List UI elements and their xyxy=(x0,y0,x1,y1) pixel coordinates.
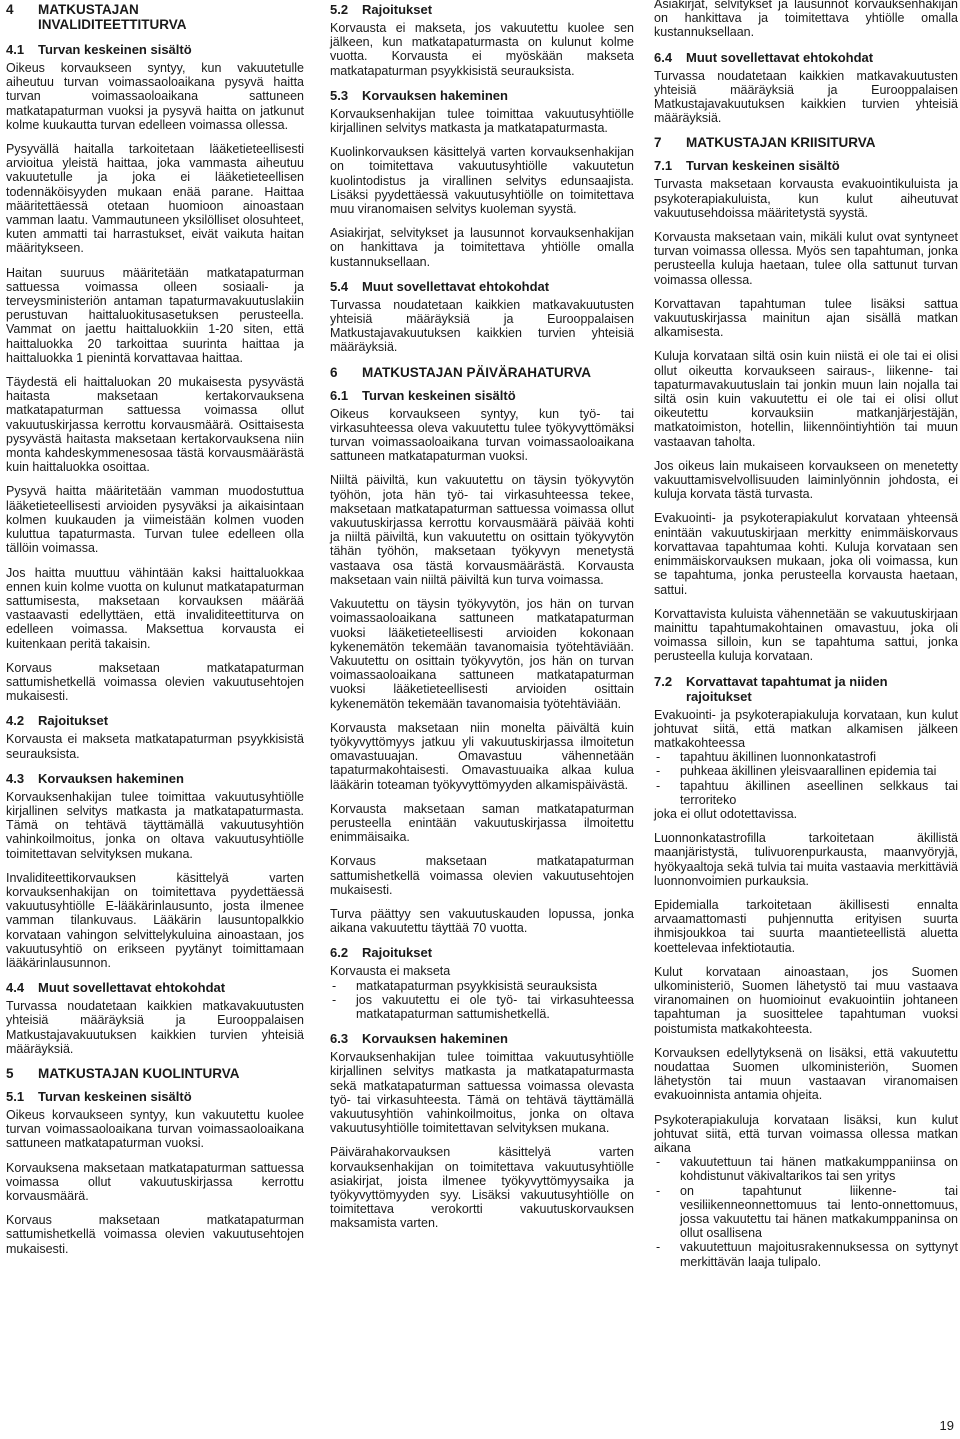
paragraph: Korvausta maksetaan vain, mikäli kulut ovat syntyneet turvan voimassa ollessa. Myös sen tapahtuman, jonka perusteella kuluja haetaan, tulee olla sattunut turvan voimassa ollessa. xyxy=(654,230,958,287)
subsection-7-2-heading xyxy=(654,674,958,704)
paragraph: Korvaus maksetaan matkatapaturman sattumishetkellä voimassa olevien vakuutusehtojen mukaisesti. xyxy=(330,854,634,897)
paragraph: Turvassa noudatetaan kaikkien matkavakuutusten yhteisiä määräyksiä ja Eurooppalaisen Matkustajavakuutuksen kaikkien turvien yhteisiä määräyksiä. xyxy=(330,297,634,355)
paragraph: Evakuointi- ja psykoterapiakuluja korvataan, kun kulut johtuvat siitä, että matkan alkamisen jälkeen matkakohteessa xyxy=(654,707,958,750)
paragraph: Evakuointi- ja psykoterapiakulut korvataan yhteensä enintään vakuutuskirjaan merkitty enimmäiskorvaus korvattavaa tapahtumaa kohti. Kuluja korvataan sen enimmäiskorvauksen mukaan, joka oli voimassa, kun se tapahtuma, jonka perusteella korvausta haetaan, sattui. xyxy=(654,511,958,597)
paragraph: Turvassa noudatetaan kaikkien matkavakuutusten yhteisiä määräyksiä ja Eurooppalaisen Matkustajavakuutuksen kaikkien turvien yhteisiä määräyksiä. xyxy=(6,999,304,1056)
subsection-number: 6.3 xyxy=(330,1031,349,1047)
paragraph: Täydestä eli haittaluokan 20 mukaisesta pysyvästä haitasta maksetaan kertakorvauksena matkatapaturman sattuessa voimassa ollut vakuutuskirjassa kerrottu korvausmäärä. Osittaisesta pysyvästä haitasta maksetaan kertakorvauksena niin monta kahdeskymmenesosaa tästä korvausmäärästä kuin haittaluokka osoittaa. xyxy=(6,375,304,475)
subsection-title: Korvauksen hakeminen xyxy=(38,770,184,786)
subsection-number: 7.1 xyxy=(654,158,673,174)
subsection-title: Turvan keskeinen sisältö xyxy=(362,387,516,403)
paragraph: Korvauksenhakijan tulee toimittaa vakuutusyhtiölle kirjallinen selvitys matkasta ja matkatapaturmasta sekä matkatapaturman sattuessa voimassa olevasta työ- tai virkasuhteesta. Tämä on tehtävä täyttämällä vakuutusyhtiön vahinkoilmoitus, jonka on oltava vakuutusyhtiölle toimitettavan selvityksen mukana. xyxy=(330,1050,634,1136)
paragraph: Korvausta ei makseta xyxy=(330,964,451,979)
paragraph: Korvausta maksetaan saman matkatapaturman perusteella enintään vakuutuskirjassa ilmoitettu enimmäisaika. xyxy=(330,801,634,845)
list-item: - tapahtuu äkillinen aseellinen selkkaus tai terroriteko xyxy=(654,779,958,807)
list-item: - puhkeaa äkillinen yleisvaarallinen epidemia tai xyxy=(654,764,958,778)
paragraph: Jos haitta muuttuu vähintään kaksi haittaluokkaa ennen kuin kolme vuotta on kulunut matkatapaturman sattumisesta, maksetaan korvauksen määrää vastaavasti edellyttäen, että invaliditeettiturva on edelleen voimassa. Maksettua korvausta ei kuitenkaan peritä takaisin. xyxy=(6,565,304,651)
paragraph: Oikeus korvaukseen syntyy, kun työ- tai virkasuhteessa oleva vakuutettu tulee työkyvyttömäksi turvan voimassaoloaikana turvan voimassaoloaikana sattuneen matkatapaturman vuoksi. xyxy=(330,406,634,464)
subsection-6-3-heading xyxy=(330,1031,634,1046)
section-7-heading xyxy=(654,135,958,150)
subsection-title: Muut sovellettavat ehtokohdat xyxy=(686,49,874,65)
subsection-title: Turvan keskeinen sisältö xyxy=(38,1088,192,1104)
section-4-heading xyxy=(6,2,304,32)
paragraph: Luonnonkatastrofilla tarkoitetaan äkillistä maanjäristystä, tulivuorenpurkausta, maanvyöryjä, hyökyaaltoja sekä tulvia tai muita vastaavia merkittäviä luonnonvoimien purkauksia. xyxy=(654,831,958,888)
paragraph: Oikeus korvaukseen syntyy, kun vakuutetulle aiheutuu turvan voimassaoloaikana pysyvä haitta turvan voimassaoloaikana sattuneen matkatapaturman vuoksi ja pysyvä haitta on jatkunut kolme kuukautta turvan edelleen voimassa ollessa. xyxy=(6,61,304,132)
paragraph: Pysyvä haitta määritetään vamman muodostuttua lääketieteellisesti arvioiden pysyväksi ja aikaisintaan kolmen kuukauden ja viimeistään kolmen vuoden kuluttua tapaturmasta. Turvan tulee edelleen olla tällöin voimassa. xyxy=(6,484,304,556)
subsection-4-3-heading xyxy=(6,771,304,786)
paragraph: joka ei ollut odotettavissa. xyxy=(654,806,798,821)
subsection-6-2-heading xyxy=(330,945,634,960)
list-item: - vakuutettuun tai hänen matkakumppaniinsa on kohdistunut väkivaltarikos tai sen yritys xyxy=(654,1155,958,1183)
section-5-heading xyxy=(6,1066,304,1081)
subsection-5-4-heading xyxy=(330,279,634,294)
list-item: - on tapahtunut liikenne- tai vesiliikenneonnettomuus tai lento-onnettomuus, jossa vakuutettu tai hänen matkakumppaninsa on ollut osallisena xyxy=(654,1184,958,1241)
paragraph: Korvattavista kuluista vähennetään se vakuutuskirjaan mainittu tapahtumakohtainen omavastuu, joka oli voimassa silloin, kun se tapahtuma sattui, jonka perusteella kuluja korvataan. xyxy=(654,606,958,664)
subsection-7-1-heading xyxy=(654,158,958,173)
paragraph: Korvattavan tapahtuman tulee lisäksi sattua vakuutuskirjassa mainitun ajan sisällä matkan alkamisesta. xyxy=(654,296,958,340)
subsection-6-1-heading xyxy=(330,388,634,403)
page-number: 19 xyxy=(939,1418,954,1433)
subsection-number: 5.1 xyxy=(6,1088,25,1104)
subsection-4-2-heading xyxy=(6,713,304,728)
list-item: - tapahtuu äkillinen luonnonkatastrofi xyxy=(654,750,958,764)
paragraph: Epidemialla tarkoitetaan äkillisesti ennalta arvaamattomasti puhjennutta erityisen suurta ihmisjoukkoa tai suurta maantieteellistä aluetta koettelevaa infektiotautia. xyxy=(654,897,958,955)
paragraph: Haitan suuruus määritetään matkatapaturman sattuessa voimassa olleen sosiaali- ja terveysministeriön antaman tapaturmavakuutuslakiin perustuvan haittaluokitusasetuksen perusteella. Vammat on jaettu haittaluokkiin 1-20 siten, että haittaluokka 20 tarkoittaa suurinta haittaa ja haittaluokka 1 pienintä korvattavaa haittaa. xyxy=(6,265,304,365)
subsection-number: 4.3 xyxy=(6,770,25,786)
exclusion-list xyxy=(330,979,634,1022)
paragraph: Turvassa noudatetaan kaikkien matkavakuutusten yhteisiä määräyksiä ja Eurooppalaisen Matkustajavakuutuksen kaikkien turvien yhteisiä määräyksiä. xyxy=(654,68,958,126)
paragraph: Kulut korvataan ainoastaan, jos Suomen ulkoministeriö, Suomen lähetystö tai muu vastaava viranomainen on huomioinut evakuointiin johtaneen tapahtuman ja suosittelee tapahtuman vuoksi poistumista matkakohteesta. xyxy=(654,964,958,1036)
paragraph: Korvausta ei makseta matkatapaturman psyykkisistä seurauksista. xyxy=(6,732,304,761)
paragraph: Korvauksen edellytyksenä on lisäksi, että vakuutettu noudattaa Suomen ulkoministeriön, Suomen lähetystön tai muun vastaavan viranomaisen evakuoinnista antamia ohjeita. xyxy=(654,1045,958,1103)
section-6-heading xyxy=(330,365,634,380)
paragraph: Korvausta maksetaan niin monelta päivältä kuin työkyvyttömyys jatkuu yli vakuutuskirjassa ilmoitetun omavastuuajan. Omavastuu vähennetään tapaturmakohtaisesti. Omavastuuaika alkaa kulua lääkärin toteaman työkyvyttömyyden alkamispäivästä. xyxy=(330,720,634,792)
column-3 xyxy=(654,0,958,1269)
paragraph: Korvauksena maksetaan matkatapaturman sattuessa voimassa ollut vakuutuskirjassa kerrottu korvausmäärä. xyxy=(6,1160,304,1203)
section-title: INVALIDITEETTITURVA xyxy=(38,17,187,32)
paragraph: Kuolinkorvauksen käsittelyä varten korvauksenhakijan on toimitettava vakuutusyhtiölle vakuutetun kuolintodistus ja virallinen selvitys edunsaajista. Lisäksi pyydettäessä vakuutusyhtiölle on toimitettava muu viranomaisen selvitys kuoleman syystä. xyxy=(330,145,634,217)
psychotherapy-list xyxy=(654,1155,958,1269)
column-1 xyxy=(6,2,304,1266)
section-number: 5 xyxy=(6,1065,14,1081)
paragraph: Niiltä päiviltä, kun vakuutettu on täysin työkyvytön työhön, jota hän työ- tai virkasuhteessa tekee, maksetaan matkatapaturman sattuessa voimassa ollut vakuutuskirjassa kerrottu korvausmäärä päivää kohti ja niiltä päiviltä, kun vakuutettu on osittain työkyvytön tähän työhön, maksetaan työkyvyn menetystä vastaava osa tästä korvausmäärästä. Korvausta maksetaan vain niiltä päiviltä kun turva voimassa. xyxy=(330,473,634,587)
subsection-number: 4.2 xyxy=(6,713,25,729)
paragraph: Korvauksenhakijan tulee toimittaa vakuutusyhtiölle kirjallinen selvitys matkasta ja matkatapaturmasta. xyxy=(330,106,634,136)
paragraph: Päivärahakorvauksen käsittelyä varten korvauksenhakijan on toimitettava vakuutusyhtiölle asiakirjat, joista ilmenee työkyvyttömyysaika ja työkyvyttömyyden syy. Lisäksi vakuutusyhtiölle on toimitettava verokortti vakuutuskorvauksen maksamista varten. xyxy=(330,1145,634,1231)
list-item: - vakuutettuun majoitusrakennuksessa on syttynyt merkittävän laaja tulipalo. xyxy=(654,1240,958,1268)
subsection-number: 6.4 xyxy=(654,49,673,65)
subsection-title: Korvauksen hakeminen xyxy=(362,87,508,103)
subsection-title: Turvan keskeinen sisältö xyxy=(686,158,840,174)
subsection-number: 5.4 xyxy=(330,278,349,294)
paragraph: Korvauksenhakijan tulee toimittaa vakuutusyhtiölle kirjallinen selvitys matkasta ja matkatapaturmasta. Tämä on tehtävä täyttämällä vakuutusyhtiön vahinkoilmoitus, jonka on oltava vakuutusyhtiölle toimitettavan selvityksen mukana. xyxy=(6,789,304,861)
subsection-number: 6.2 xyxy=(330,945,349,961)
paragraph: Korvaus maksetaan matkatapaturman sattumishetkellä voimassa olevien vakuutusehtojen mukaisesti. xyxy=(6,1213,304,1256)
subsection-title: Rajoitukset xyxy=(38,713,109,729)
paragraph: Oikeus korvaukseen syntyy, kun vakuutettu kuolee turvan voimassaoloaikana turvan voimassaoloaikana sattuneen matkatapaturman vuoksi. xyxy=(6,1107,304,1151)
paragraph: Pysyvällä haitalla tarkoitetaan lääketieteellisesti arvioitua yleistä haittaa, joka vammasta aiheutuu vakuutetulle ja joka ei lääketieteellisen todennäköisyyden mukaan enää parane. Haittaa määritettäessä otetaan huomioon ainoastaan vamman laatu. Vammautuneen yksilölliset olosuhteet, kuten ammatti tai harrastukset, eivät vaikuta haitan määritykseen. xyxy=(6,142,304,256)
paragraph: Kuluja korvataan siltä osin kuin niistä ei ole tai ei olisi ollut oikeutta korvaukseen sairaus-, liikenne- tai tapaturmavakuutuslain tai jonkin muun lain nojalla tai siltä osin kuin vakuutettu ei ole tai ei olisi ollut oikeutettu korvauksiin matkanjärjestäjän, matkatoimiston, hotellin, liikennöintiyhtiön tai muun vastaavan taholta. xyxy=(654,349,958,449)
subsection-number: 4.1 xyxy=(6,42,25,57)
paragraph: Vakuutettu on täysin työkyvytön, jos hän on turvan voimassaoloaikana sattuneen matkatapaturman vuoksi lääketieteellisesti arvioiden kokonaan kykenemätön tekemään tavanomaisia työtehtäviään. Vakuutettu on osittain työkyvytön, jos hän on turvan voimassaoloaikana sattuneen matkatapaturman vuoksi lääketieteellisesti arvioiden osittain kykenemätön tekemään tavanomaisia työtehtäviään. xyxy=(330,597,634,711)
paragraph: Jos oikeus lain mukaiseen korvaukseen on menetetty vakuuttamisvelvollisuuden laiminlyönnin johdosta, ei kuluja korvata tästä turvasta. xyxy=(654,458,958,502)
subsection-5-1-heading xyxy=(6,1089,304,1104)
column-2 xyxy=(330,2,634,1241)
subsection-title: Rajoitukset xyxy=(362,945,433,961)
subsection-title: Muut sovellettavat ehtokohdat xyxy=(362,278,550,294)
subsection-5-2-heading xyxy=(330,2,634,17)
subsection-title: Rajoitukset xyxy=(362,2,433,17)
section-title: MATKUSTAJAN KUOLINTURVA xyxy=(38,1065,240,1081)
paragraph: Korvausta ei makseta, jos vakuutettu kuolee sen jälkeen, kun matkatapaturmasta on kulunut kolme vuotta. Korvausta ei myöskään makseta matkatapaturman psyykkisistä seurauksista. xyxy=(330,21,634,78)
subsection-5-3-heading xyxy=(330,88,634,103)
section-number: 4 xyxy=(6,2,14,17)
subsection-4-1-heading xyxy=(6,42,304,57)
section-number: 7 xyxy=(654,135,662,151)
subsection-4-4-heading xyxy=(6,980,304,995)
paragraph: Turva päättyy sen vakuutuskauden lopussa, jonka aikana vakuutettu täyttää 70 vuotta. xyxy=(330,906,634,936)
paragraph: Turvasta maksetaan korvausta evakuointikuluista ja psykoterapiakuluista, kun kulut aiheutuvat vakuutusehdoissa määritetystä syystä. xyxy=(654,177,958,220)
subsection-number: 7.2 xyxy=(654,673,673,689)
section-number: 6 xyxy=(330,364,338,380)
list-item: - matkatapaturman psyykkisistä seurauksista xyxy=(330,979,634,993)
event-list xyxy=(654,750,958,807)
section-title: MATKUSTAJAN xyxy=(38,2,139,17)
subsection-title: Muut sovellettavat ehtokohdat xyxy=(38,980,226,996)
subsection-6-4-heading xyxy=(654,50,958,65)
subsection-number: 4.4 xyxy=(6,980,25,996)
section-title: MATKUSTAJAN KRIISITURVA xyxy=(686,135,876,151)
paragraph: Invaliditeettikorvauksen käsittelyä varten korvauksenhakijan on toimitettava pyydettäessä vakuutusyhtiölle E-lääkärinlausunto, josta ilmenee vamman tilankuvaus. Lääkärin lausuntopalkkio korvataan vahingon selvittelykuluina ainoastaan, jos vakuutusyhtiö on erikseen pyytänyt toimittamaan lääkärinlausunnon. xyxy=(6,870,304,970)
section-title: MATKUSTAJAN PÄIVÄRAHATURVA xyxy=(362,364,591,380)
subsection-number: 5.2 xyxy=(330,2,349,17)
subsection-title: Korvattavat tapahtumat ja niiden rajoitukset xyxy=(686,673,888,704)
list-item: - jos vakuutettu ei ole työ- tai virkasuhteessa matkatapaturman sattumishetkellä. xyxy=(330,993,634,1021)
subsection-number: 5.3 xyxy=(330,87,349,103)
subsection-title: Turvan keskeinen sisältö xyxy=(38,42,192,57)
paragraph: Korvaus maksetaan matkatapaturman sattumishetkellä voimassa olevien vakuutusehtojen mukaisesti. xyxy=(6,660,304,704)
paragraph: Psykoterapiakuluja korvataan lisäksi, kun kulut johtuvat siitä, että turvan voimassa ollessa matkan aikana xyxy=(654,1112,958,1155)
subsection-title: Korvauksen hakeminen xyxy=(362,1031,508,1047)
subsection-number: 6.1 xyxy=(330,387,349,403)
paragraph: Asiakirjat, selvitykset ja lausunnot korvauksenhakijan on hankittava ja toimitettava yhtiölle omalla kustannuksellaan. xyxy=(330,226,634,269)
paragraph: Asiakirjat, selvitykset ja lausunnot korvauksenhakijan on hankittava ja toimitettava yhtiölle omalla kustannuksellaan. xyxy=(654,0,958,40)
